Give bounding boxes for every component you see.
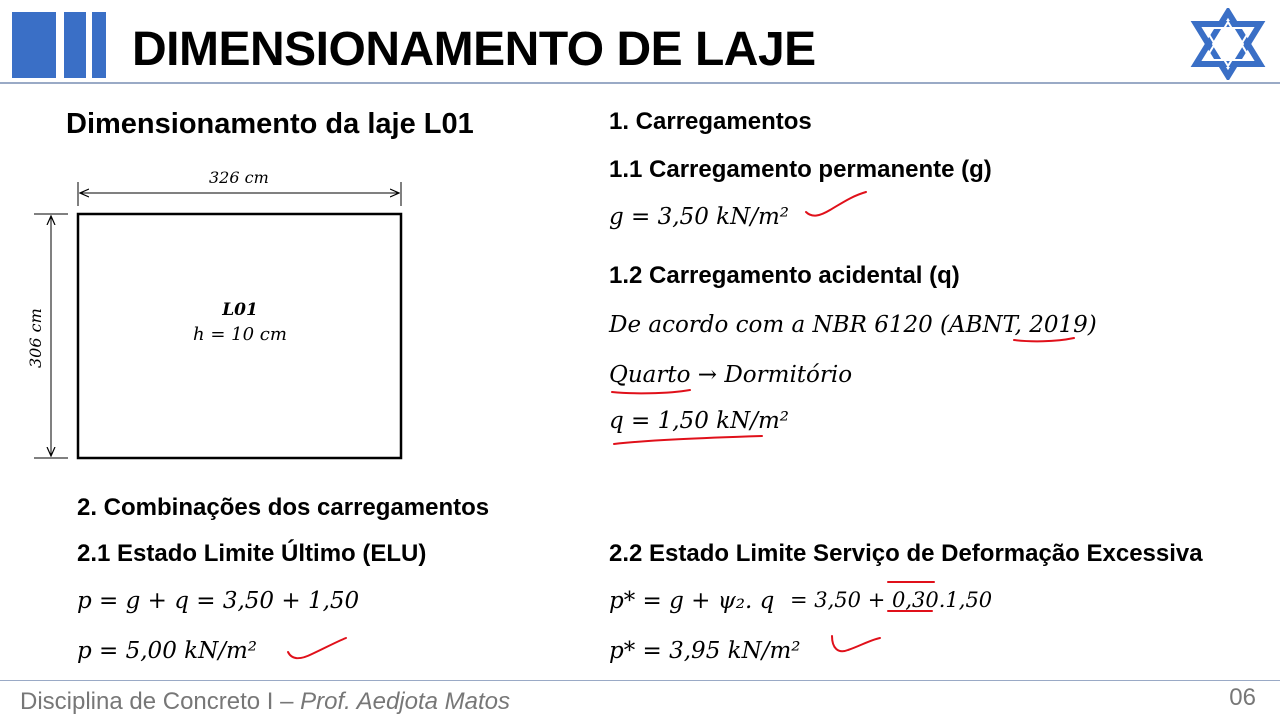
- g-formula: g = 3,50 kN/m²: [609, 204, 789, 230]
- course-name: Disciplina de Concreto I –: [20, 688, 301, 715]
- checkmark-icon: [288, 638, 346, 658]
- section-live-load: 1.2 Carregamento acidental (q): [609, 262, 960, 289]
- section-loads: 1. Carregamentos: [609, 108, 812, 135]
- room-classification: Quarto → Dormitório: [609, 362, 853, 388]
- checkmark-icon: [832, 636, 880, 651]
- q-formula: q = 1,50 kN/m²: [609, 408, 789, 434]
- section-els: 2.2 Estado Limite Serviço de Deformação Excessiva: [609, 540, 1203, 567]
- slab-diagram: [20, 160, 420, 470]
- els-formula-result: p* = 3,95 kN/m²: [609, 638, 801, 664]
- footer-divider: [0, 680, 1280, 681]
- slab-name: L01: [222, 300, 258, 320]
- professor-name: Prof. Aedjota Matos: [300, 688, 511, 715]
- els-formula-lhs: p* = g + ψ₂. q: [609, 588, 775, 614]
- header-bar: [92, 12, 106, 78]
- page-number: 06: [1229, 684, 1256, 711]
- checkmark-icon: [806, 192, 866, 216]
- elu-formula-result: p = 5,00 kN/m²: [77, 638, 257, 664]
- els-formula-rhs: = 3,50 + 0,30.1,50: [790, 588, 993, 612]
- underline-mark: [1014, 338, 1074, 341]
- underline-mark: [614, 436, 762, 444]
- header-divider: [0, 82, 1280, 84]
- section-permanent-load: 1.1 Carregamento permanente (g): [609, 156, 992, 183]
- underline-mark: [612, 390, 690, 393]
- footer-credit: [20, 688, 510, 716]
- section-elu: 2.1 Estado Limite Último (ELU): [77, 540, 427, 567]
- header-bar: [12, 12, 56, 78]
- slab-thickness: h = 10 cm: [193, 324, 287, 345]
- slab-subtitle: Dimensionamento da laje L01: [66, 108, 474, 140]
- section-combinations: 2. Combinações dos carregamentos: [77, 494, 490, 521]
- star-of-david-logo-icon: [1188, 8, 1268, 80]
- header-bar: [64, 12, 86, 78]
- height-label: 306 cm: [26, 308, 45, 368]
- norm-reference: De acordo com a NBR 6120 (ABNT, 2019): [609, 312, 1097, 338]
- elu-formula-sum: p = g + q = 3,50 + 1,50: [77, 588, 360, 614]
- width-label: 326 cm: [209, 168, 269, 187]
- page-title: DIMENSIONAMENTO DE LAJE: [132, 23, 816, 76]
